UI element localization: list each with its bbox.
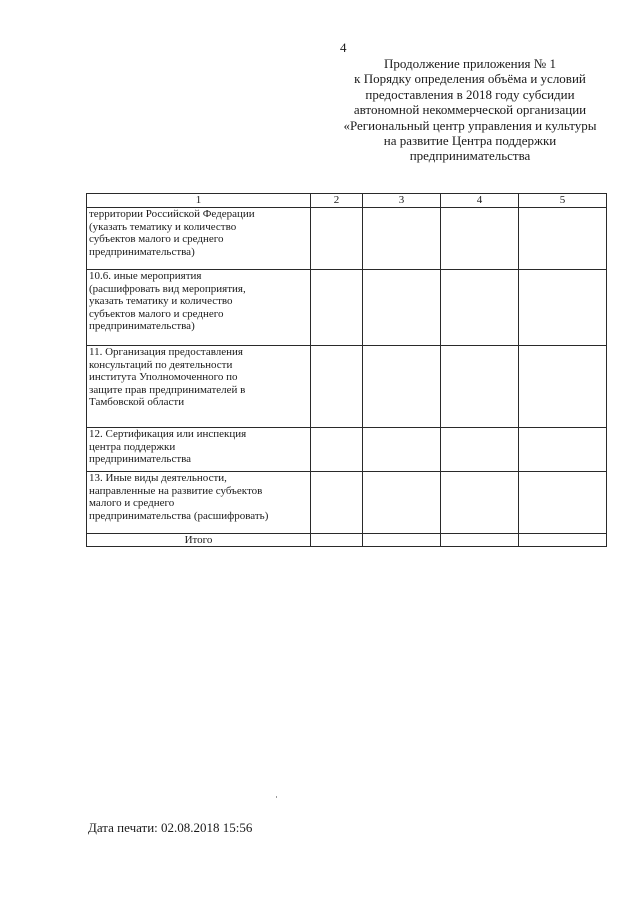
table-cell <box>311 534 363 547</box>
table-header-row <box>87 194 607 208</box>
header-line: на развитие Центра поддержки <box>383 133 557 149</box>
row-text-line: центра поддержки <box>89 440 176 453</box>
row-text-line: предпринимательства) <box>89 245 195 258</box>
row-text-line: малого и среднего <box>89 497 175 510</box>
table-cell <box>519 208 607 270</box>
table-cell <box>311 208 363 270</box>
column-header: 3 <box>363 194 441 208</box>
column-header: 2 <box>311 194 363 208</box>
row-text-line: (расшифровать вид мероприятия, <box>89 282 246 295</box>
row-text-line: предпринимательства (расшифровать) <box>89 509 269 522</box>
scan-speck <box>276 796 277 798</box>
page-number: 4 <box>340 40 347 55</box>
table-cell <box>311 346 363 428</box>
row-text-line: субъектов малого и среднего <box>89 307 224 320</box>
table-row <box>87 270 607 346</box>
table-cell <box>363 208 441 270</box>
header-line: предоставления в 2018 году субсидии <box>365 86 575 102</box>
table-cell <box>441 534 519 547</box>
row-description <box>87 472 311 534</box>
row-text-line: 10.6. иные мероприятия <box>89 270 202 282</box>
row-text-line: субъектов малого и среднего <box>89 233 224 246</box>
column-header: 1 <box>87 194 311 208</box>
report-table <box>86 193 607 547</box>
table-cell <box>363 428 441 472</box>
table-cell <box>441 346 519 428</box>
header-line: Продолжение приложения № 1 <box>384 56 556 71</box>
row-text-line: направленные на развитие субъектов <box>89 484 263 497</box>
row-text-line: (указать тематику и количество <box>89 220 237 233</box>
row-text-line: консультаций по деятельности <box>89 358 233 371</box>
table-cell <box>311 472 363 534</box>
appendix-header <box>318 56 622 164</box>
row-text-line: территории Российской Федерации <box>89 208 255 220</box>
table-cell <box>519 472 607 534</box>
table-cell <box>519 534 607 547</box>
row-text-line: 11. Организация предоставления <box>89 346 243 358</box>
row-description <box>87 346 311 428</box>
header-line: «Региональный центр управления и культуры <box>343 117 597 133</box>
table-cell <box>363 534 441 547</box>
table-cell <box>519 346 607 428</box>
column-header: 4 <box>441 194 519 208</box>
table-cell <box>311 428 363 472</box>
row-text-line: 12. Сертификация или инспекция <box>89 428 247 440</box>
header-line: автономной некоммерческой организации <box>353 102 587 118</box>
table-cell <box>363 472 441 534</box>
header-line: к Порядку определения объёма и условий <box>354 71 586 87</box>
print-date: Дата печати: 02.08.2018 15:56 <box>88 820 253 835</box>
row-text-line: института Уполномоченного по <box>89 371 238 384</box>
table-row <box>87 208 607 270</box>
row-text-line: указать тематику и количество <box>89 295 233 308</box>
table-cell <box>363 346 441 428</box>
row-text-line: предпринимательства <box>89 453 192 466</box>
row-description <box>87 428 311 472</box>
table-cell <box>441 428 519 472</box>
table-cell <box>441 270 519 346</box>
table-cell <box>519 270 607 346</box>
row-text-line: предпринимательства) <box>89 320 195 333</box>
column-header: 5 <box>519 194 607 208</box>
row-description <box>87 208 311 270</box>
row-text-line: защите прав предпринимателей в <box>89 383 246 396</box>
table-row <box>87 346 607 428</box>
row-description <box>87 270 311 346</box>
table-cell <box>363 270 441 346</box>
table-row <box>87 428 607 472</box>
total-label: Итого <box>87 534 311 547</box>
table-cell <box>441 208 519 270</box>
row-text-line: Тамбовской области <box>89 396 185 409</box>
table-row <box>87 472 607 534</box>
table-cell <box>311 270 363 346</box>
header-line: предпринимательства <box>409 148 531 164</box>
table-cell <box>441 472 519 534</box>
table-cell <box>519 428 607 472</box>
row-text-line: 13. Иные виды деятельности, <box>89 472 227 484</box>
total-row <box>87 534 607 547</box>
